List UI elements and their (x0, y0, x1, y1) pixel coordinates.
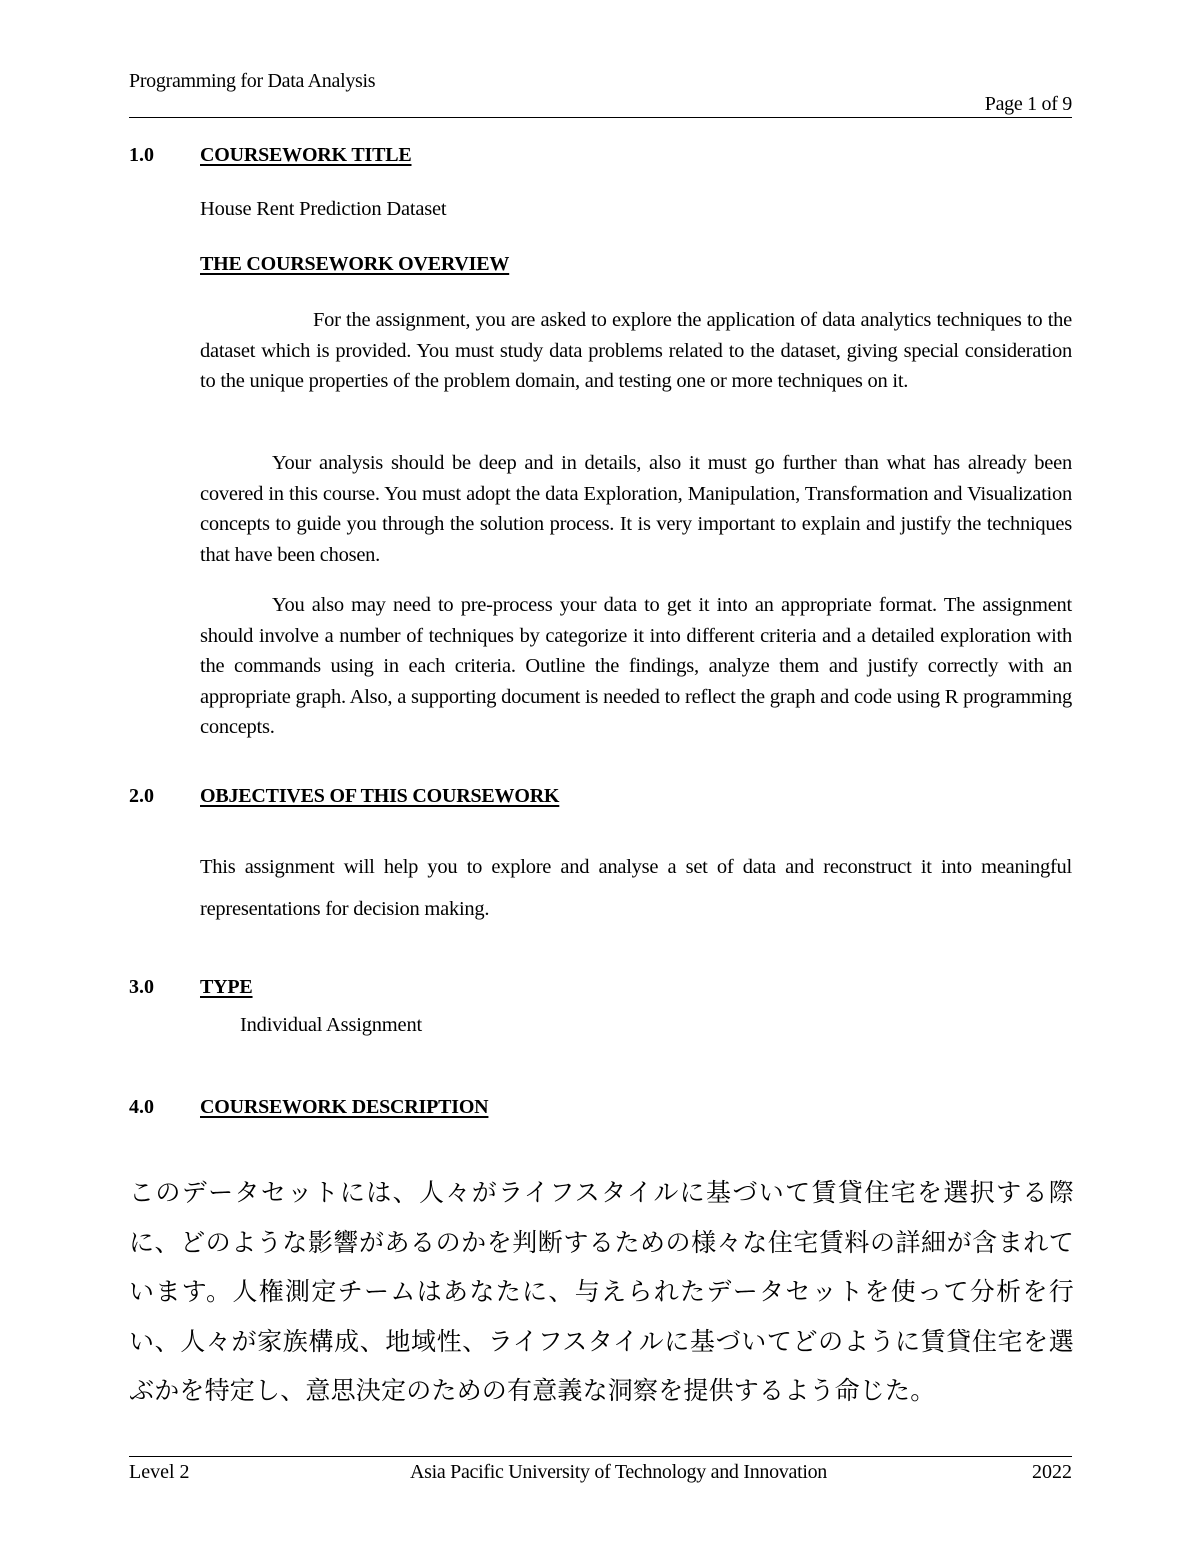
section-3-number: 3.0 (129, 976, 154, 998)
footer-level: Level 2 (129, 1461, 190, 1483)
section-1-title: COURSEWORK TITLE (200, 144, 412, 166)
section-2-number: 2.0 (129, 785, 154, 807)
footer-year: 2022 (1032, 1461, 1072, 1483)
overview-paragraph-1: For the assignment, you are asked to explore the application of data analytics techniques to the dataset which is provided. You must study data problems related to the dataset, giving special consideration to the unique properties of the problem domain, and testing one or more techniques on it. (200, 309, 1072, 392)
overview-heading: THE COURSEWORK OVERVIEW (200, 253, 510, 275)
description-japanese: このデータセットには、人々がライフスタイルに基づいて賃貸住宅を選択する際に、どのような影響があるのかを判断するための様々な住宅賃料の詳細が含まれています。人権測定チームはあなたに、与えられたデータセットを使って分析を行い、人々が家族構成、地域性、ライフスタイルに基づいてどのように賃貸住宅を選ぶかを特定し、意思決定のための有意義な洞察を提供するよう命じた。 (129, 1178, 1075, 1405)
footer-divider (129, 1456, 1072, 1457)
overview-paragraph-2: Your analysis should be deep and in details, also it must go further than what has already been covered in this course. You must adopt the data Exploration, Manipulation, Transformation and Visualization concepts to guide you through the solution process. It is very important to explain and justify the techniques that have been chosen. (200, 452, 1072, 566)
section-2-title: OBJECTIVES OF THIS COURSEWORK (200, 785, 560, 807)
section-4-title: COURSEWORK DESCRIPTION (200, 1096, 489, 1118)
header-course-name: Programming for Data Analysis (129, 70, 376, 92)
header-page-indicator: Page 1 of 9 (984, 93, 1072, 115)
overview-paragraph-3: You also may need to pre-process your data to get it into an appropriate format. The assignment should involve a number of techniques by categorize it into different criteria and a detailed exploration with the commands using in each criteria. Outline the findings, analyze them and justify correctly with an appropriate graph. Also, a supporting document is needed to reflect the graph and code using R programming concepts. (200, 594, 1072, 738)
footer-institution: Asia Pacific University of Technology and Innovation (410, 1461, 827, 1483)
objectives-text: This assignment will help you to explore and analyse a set of data and reconstruct it into meaningful representations for decision making. (200, 856, 1072, 920)
section-3-title: TYPE (200, 976, 253, 998)
header-divider (129, 117, 1072, 118)
section-1-number: 1.0 (129, 144, 154, 166)
coursework-name: House Rent Prediction Dataset (200, 198, 447, 220)
assignment-type: Individual Assignment (240, 1014, 423, 1036)
section-4-number: 4.0 (129, 1096, 154, 1118)
